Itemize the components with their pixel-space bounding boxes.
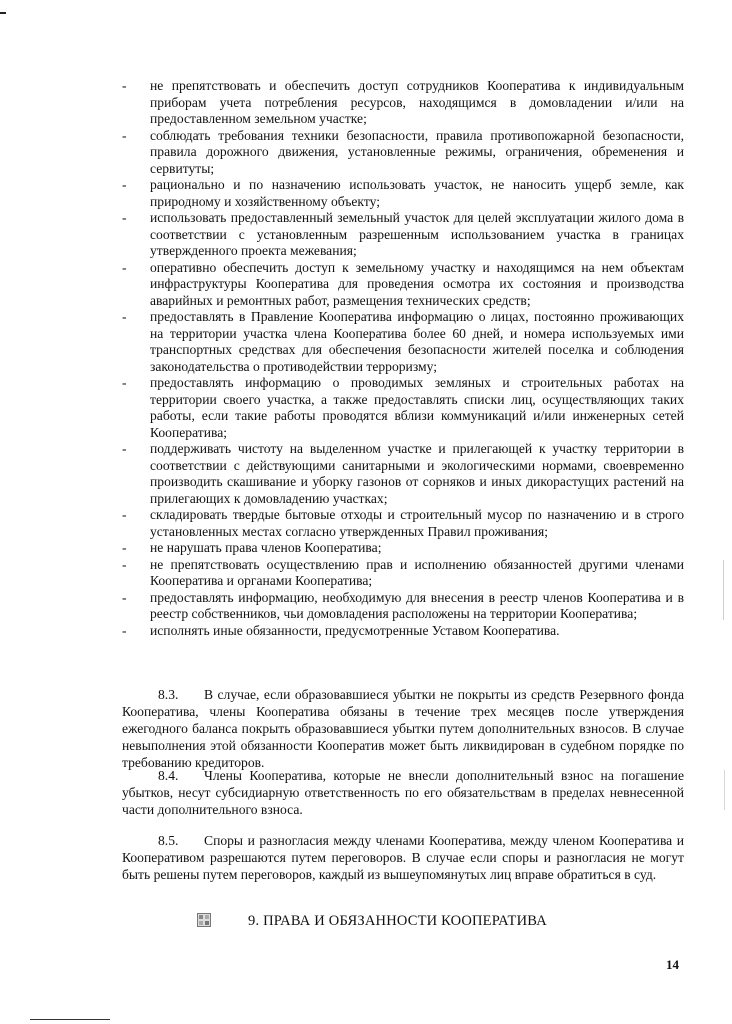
list-item-text: складировать твердые бытовые отходы и строительный мусор по назначению и в строго установленных местах согласно утвержденных Правил проживания;	[150, 507, 684, 539]
bullet-dash: -	[122, 622, 127, 638]
list-item-text: предоставлять в Правление Кооператива информацию о лицах, постоянно проживающих на территории участка члена Кооператива более 60 дней, и номера используемых ими транспортных средствах для обеспечения безопасности жителей поселка и соблюдения законодательства о противодействии терроризму;	[150, 309, 684, 374]
bullet-dash: -	[122, 127, 127, 143]
bullet-dash: -	[122, 177, 127, 192]
scan-mark	[724, 770, 725, 810]
bullet-dash: -	[122, 507, 127, 522]
paragraph-8-4	[122, 767, 684, 818]
list-item	[122, 128, 684, 178]
paragraph-8-5	[122, 832, 684, 883]
bullet-dash: -	[122, 309, 127, 324]
list-item	[122, 507, 684, 540]
paragraph-number: 8.3.	[158, 687, 179, 702]
list-item	[122, 557, 684, 590]
bullet-dash: -	[122, 210, 127, 225]
scan-mark	[30, 1019, 110, 1020]
paragraph-text: В случае, если образовавшиеся убытки не покрыты из средств Резервного фонда Кооператива, члены Кооператива обязаны в течение трех месяцев после утверждения ежегодного баланса покрыть образовавшиеся убытки путем дополнительных взносов. В случае невыполнения этой обязанности Кооператив может быть ликвидирован в судебном порядке по требованию кредиторов.	[122, 687, 684, 770]
bullet-dash: -	[122, 78, 127, 93]
paragraph-number: 8.4.	[158, 768, 179, 783]
list-item-text: использовать предоставленный земельный участок для целей эксплуатации жилого дома в соответствии с установленным разрешенным использованием участка в границах утвержденного проекта межевания;	[150, 210, 684, 258]
paragraph-8-3	[122, 686, 684, 771]
list-item	[122, 590, 684, 623]
bullet-dash: -	[122, 441, 127, 456]
list-item-text: оперативно обеспечить доступ к земельному участку и находящимся на нем объектам инфраструктуры Кооператива для проведения осмотра их состояния и производства аварийных и ремонтных работ, размещения технических средств;	[150, 259, 684, 308]
bullet-dash: -	[122, 540, 127, 555]
list-item	[122, 540, 684, 557]
bullet-dash: -	[122, 259, 127, 275]
paragraph-number: 8.5.	[158, 833, 179, 848]
paragraph-text: Споры и разногласия между членами Кооператива, между членом Кооператива и Кооперативом разрешаются путем переговоров. В случае если споры и разногласия не могут быть решены путем переговоров, каждый из вышеупомянутых лиц вправе обратиться в суд.	[122, 833, 684, 882]
obligations-list	[122, 78, 684, 639]
list-item-text: предоставлять информацию, необходимую для внесения в реестр членов Кооператива и в реестр собственников, чьи домовладения расположены на территории Кооператива;	[150, 589, 684, 621]
list-item	[122, 623, 684, 640]
list-item-text: поддерживать чистоту на выделенном участке и прилегающей к участку территории в соответствии с действующими санитарными и экологическими нормами, своевременно производить скашивание и уборку газонов от сорняков и иных дикорастущих растений на прилегающих к домовладению участках;	[150, 441, 684, 506]
scan-mark	[0, 12, 6, 14]
bullet-dash: -	[122, 375, 127, 390]
list-item	[122, 260, 684, 310]
list-item	[122, 309, 684, 375]
list-item-text: не препятствовать и обеспечить доступ сотрудников Кооператива к индивидуальным приборам учета потребления ресурсов, находящимся в домовладении и/или на предоставленном земельном участке;	[150, 78, 684, 126]
list-item-text: предоставлять информацию о проводимых земляных и строительных работах на территории своего участка, а также предоставлять списки лиц, осуществляющих таких работы, если такие работы проводятся вблизи коммуникаций и/или инженерных сетей Кооператива;	[150, 375, 684, 440]
list-item	[122, 375, 684, 441]
list-item	[122, 441, 684, 507]
page-number: 14	[666, 957, 679, 972]
scan-artifact-icon	[197, 913, 211, 927]
list-item-text: исполнять иные обязанности, предусмотренные Уставом Кооператива.	[150, 622, 560, 638]
list-item	[122, 78, 684, 128]
list-item-text: соблюдать требования техники безопасности, правила противопожарной безопасности, правила дорожного движения, установленные режимы, ограничения, обременения и сервитуты;	[150, 127, 684, 176]
list-item	[122, 210, 684, 260]
list-item	[122, 177, 684, 210]
list-item-text: не препятствовать осуществлению прав и исполнению обязанностей другими членами Кооператива и органами Кооператива;	[150, 556, 684, 588]
paragraph-text: Члены Кооператива, которые не внесли дополнительный взнос на погашение убытков, несут субсидиарную ответственность по его обязательствам в пределах невнесенной части дополнительного взноса.	[122, 768, 684, 817]
section-heading: 9. ПРАВА И ОБЯЗАННОСТИ КООПЕРАТИВА	[248, 913, 547, 929]
bullet-dash: -	[122, 556, 127, 572]
bullet-dash: -	[122, 589, 127, 605]
list-item-text: рационально и по назначению использовать участок, не наносить ущерб земле, как природному и хозяйственному объекту;	[150, 177, 684, 209]
scan-mark	[723, 560, 724, 620]
list-item-text: не нарушать права членов Кооператива;	[150, 540, 382, 555]
